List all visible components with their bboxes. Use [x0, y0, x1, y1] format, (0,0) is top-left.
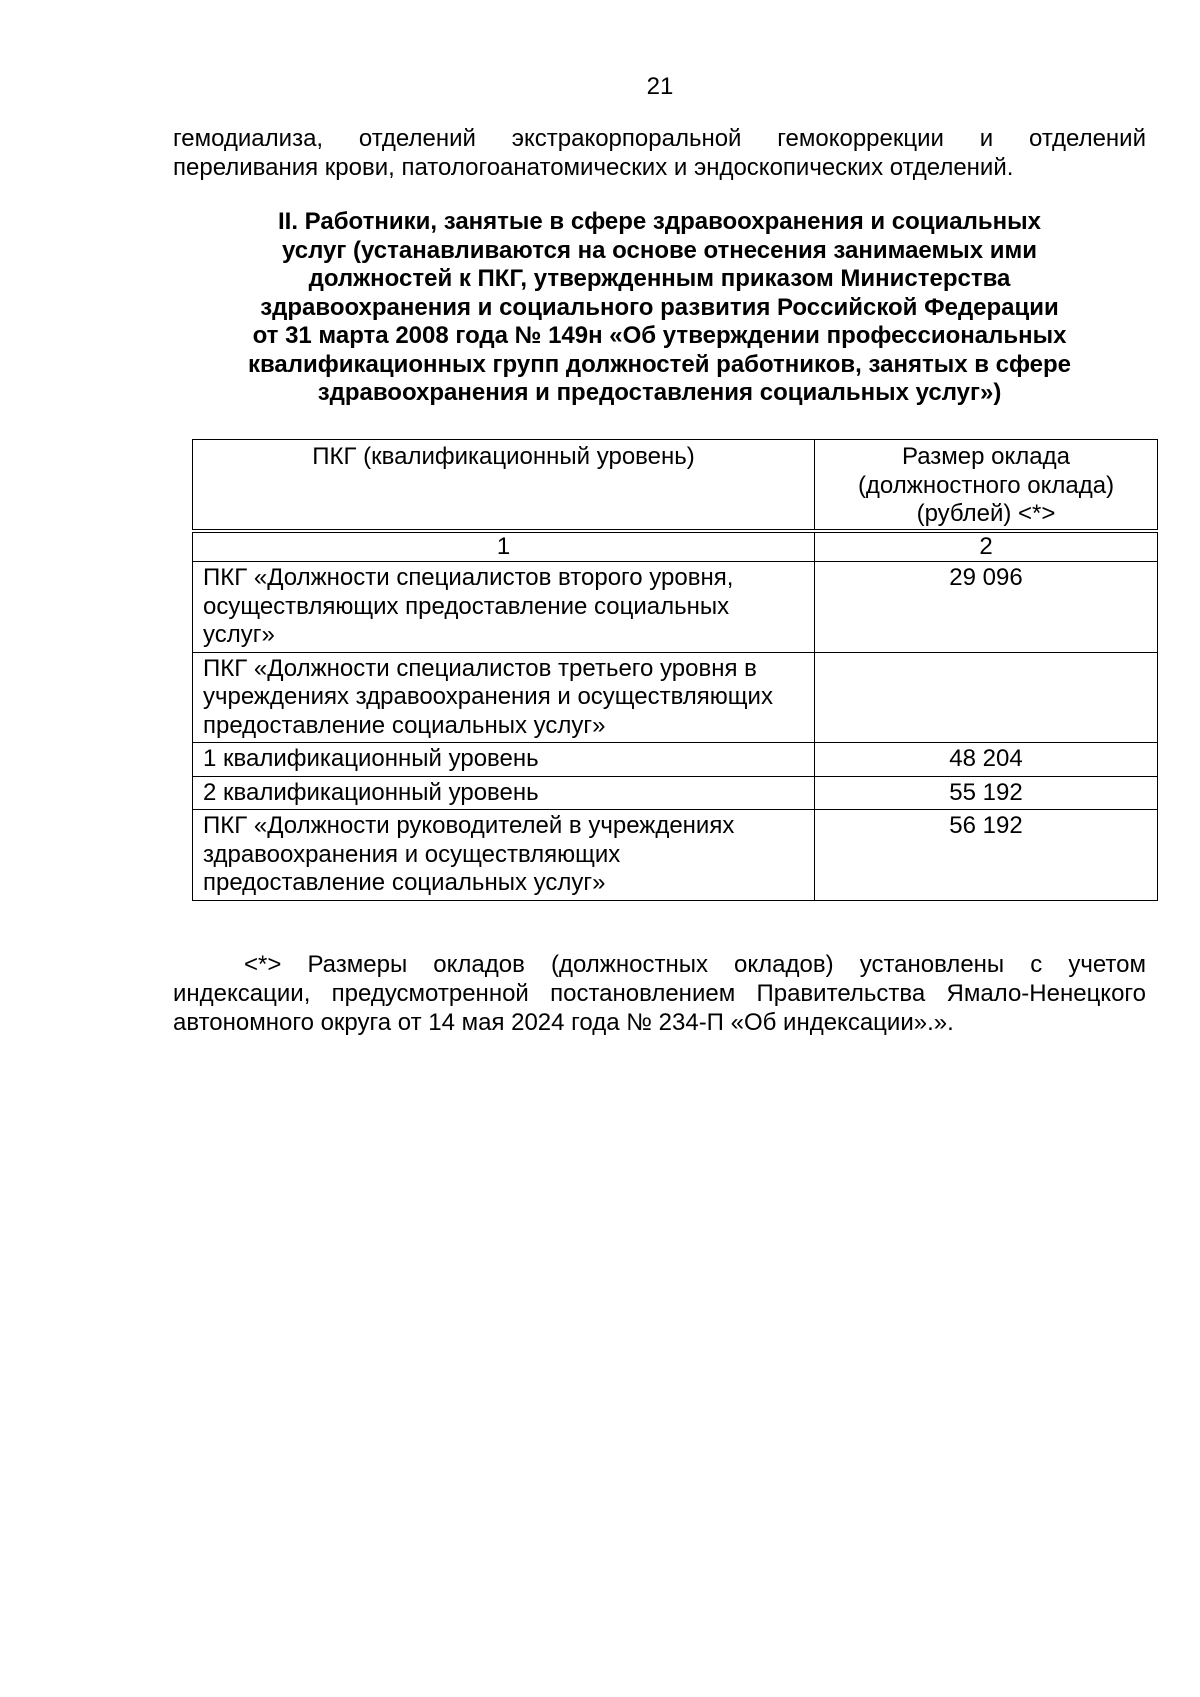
table-header-row	[193, 440, 1158, 530]
salary-value-cell	[815, 652, 1158, 743]
header-pkg-level: ПКГ (квалификационный уровень)	[193, 440, 815, 530]
pkg-name-cell: ПКГ «Должности специалистов третьего уровня в учреждениях здравоохранения и осуществляющих предоставление социальных услуг»	[193, 652, 815, 743]
table-row	[193, 652, 1158, 743]
column-number-1: 1	[193, 532, 815, 562]
pkg-name-cell: 2 квалификационный уровень	[193, 776, 815, 810]
column-number-2: 2	[815, 532, 1158, 562]
section-heading-line: здравоохранения и социального развития Российской Федерации	[260, 293, 1059, 321]
footnote: <*> Размеры окладов (должностных окладов) установлены с учетом индексации, предусмотренной постановлением Правительства Ямало-Ненецкого автономного округа от 14 мая 2024 года № 234-П «Об индексации».».	[173, 951, 1146, 1036]
section-heading-line: должностей к ПКГ, утвержденным приказом Министерства	[308, 265, 1011, 292]
salary-value-cell: 48 204	[815, 743, 1158, 777]
section-heading-line: здравоохранения и предоставления социальных услуг»)	[317, 379, 1002, 406]
table-row	[193, 776, 1158, 810]
pkg-name-cell: ПКГ «Должности специалистов второго уровня, осуществляющих предоставление социальных услуг»	[193, 562, 815, 653]
table-row	[193, 810, 1158, 901]
section-heading-line: услуг (устанавливаются на основе отнесения занимаемых ими	[282, 236, 1037, 264]
salary-table	[192, 439, 1158, 901]
pkg-name-cell: 1 квалификационный уровень	[193, 743, 815, 777]
table-row	[193, 562, 1158, 653]
table-row	[193, 743, 1158, 777]
section-heading-line: квалификационных групп должностей работников, занятых в сфере	[247, 350, 1072, 378]
table-column-number-row	[193, 532, 1158, 562]
section-heading	[173, 208, 1146, 408]
salary-value-cell: 29 096	[815, 562, 1158, 653]
salary-value-cell: 55 192	[815, 776, 1158, 810]
pkg-name-cell: ПКГ «Должности руководителей в учреждениях здравоохранения и осуществляющих предоставление социальных услуг»	[193, 810, 815, 901]
page-number: 21	[646, 73, 674, 100]
section-heading-line: от 31 марта 2008 года № 149н «Об утверждении профессиональных	[252, 322, 1067, 349]
intro-paragraph: гемодиализа, отделений экстракорпоральной гемокоррекции и отделений переливания крови, патологоанатомических и эндоскопических отделений.	[173, 125, 1146, 181]
section-heading-line: II. Работники, занятые в сфере здравоохранения и социальных	[278, 208, 1041, 235]
header-salary-size: Размер оклада (должностного оклада) (рублей) <*>	[815, 440, 1158, 530]
salary-value-cell: 56 192	[815, 810, 1158, 901]
